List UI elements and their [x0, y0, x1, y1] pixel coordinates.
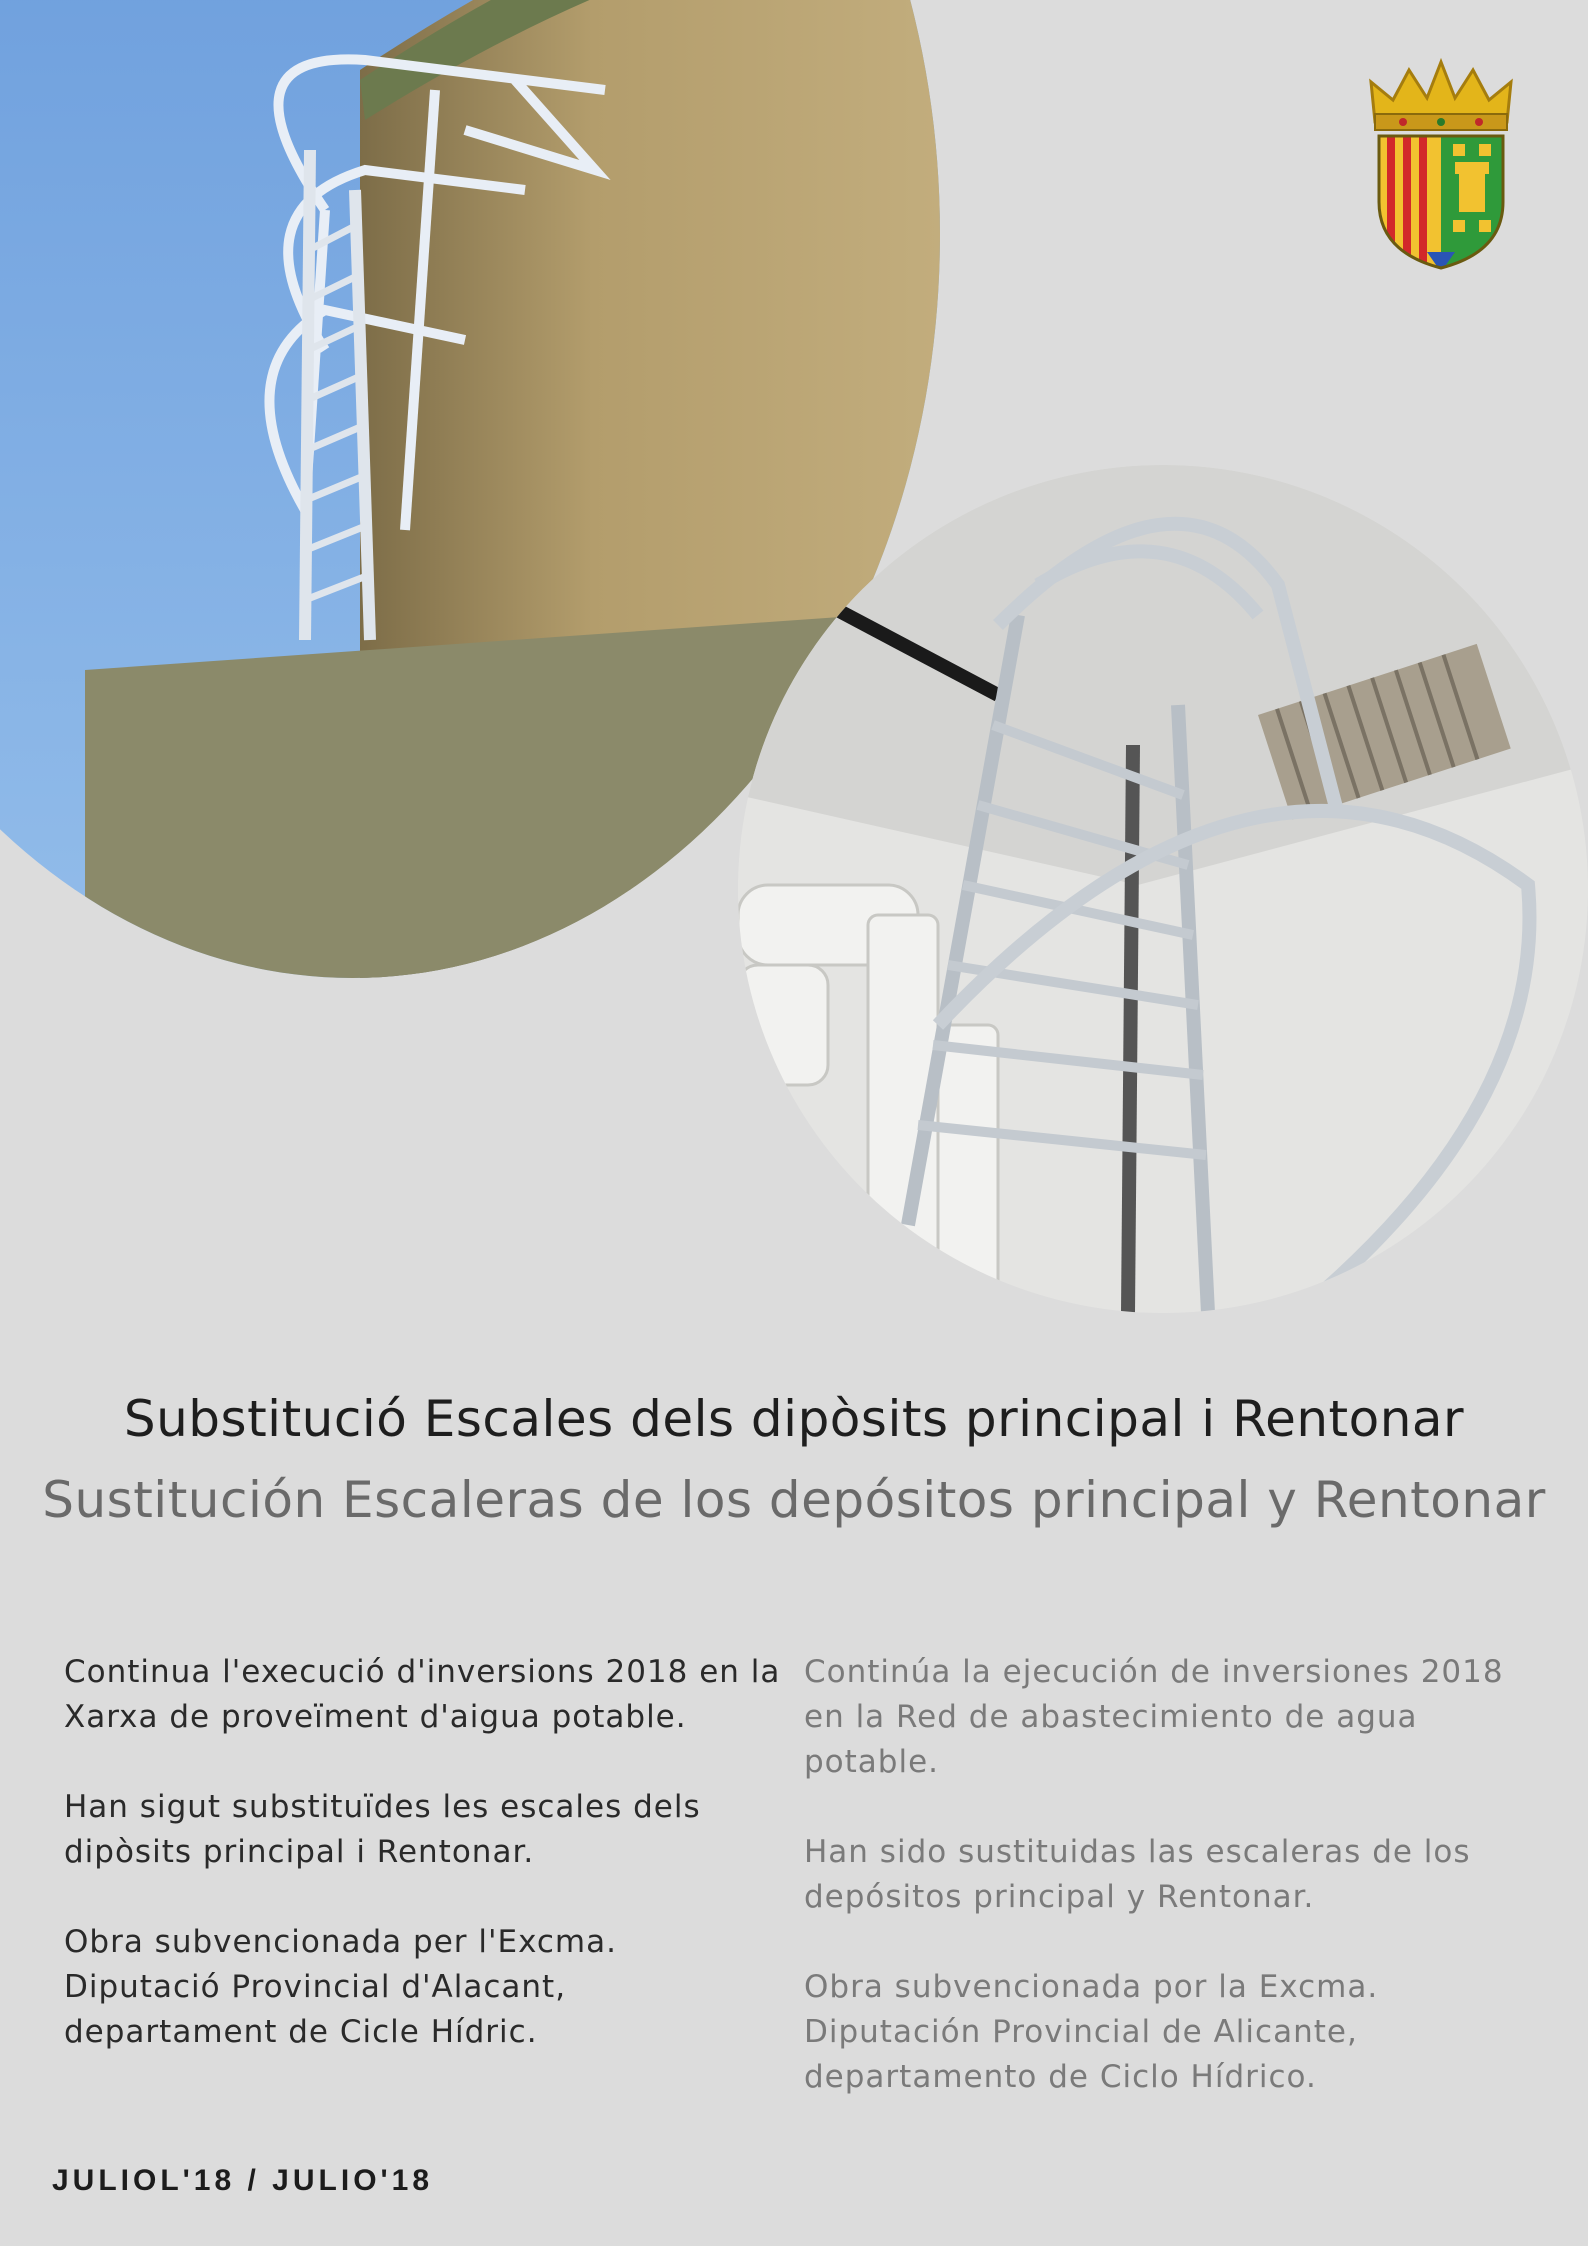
municipal-coat-of-arms-icon	[1357, 52, 1525, 272]
photo-tank-ladder-interior	[738, 465, 1588, 1313]
paragraph-spanish-2: Han sido sustituidas las escaleras de los depósitos principal y Rentonar.	[804, 1834, 1471, 1915]
paragraph-catalan-3: Obra subvencionada per l'Excma. Diputació Provincial d'Alacant, departament de Cicle Hídric.	[64, 1924, 617, 2050]
paragraph-spanish-3: Obra subvencionada por la Excma. Diputación Provincial de Alicante, departamento de Ciclo Hídrico.	[804, 1969, 1379, 2095]
paragraph-spanish-1: Continúa la ejecución de inversiones 2018 en la Red de abastecimiento de agua potable.	[804, 1654, 1504, 1780]
tank-ladder-interior-illustration	[738, 465, 1588, 1313]
paragraph-catalan-1: Continua l'execució d'inversions 2018 en la Xarxa de proveïment d'aigua potable.	[64, 1654, 781, 1735]
paragraph-catalan-2: Han sigut substituïdes les escales dels dipòsits principal i Rentonar.	[64, 1789, 701, 1870]
footer-date: JULIOL'18 / JULIO'18	[52, 2164, 434, 2197]
title-spanish: Sustitución Escaleras de los depósitos principal y Rentonar	[42, 1471, 1546, 1529]
title-catalan: Substitució Escales dels dipòsits principal i Rentonar	[123, 1390, 1465, 1448]
body-column-spanish	[804, 1650, 1544, 2145]
body-column-catalan	[64, 1650, 784, 2100]
